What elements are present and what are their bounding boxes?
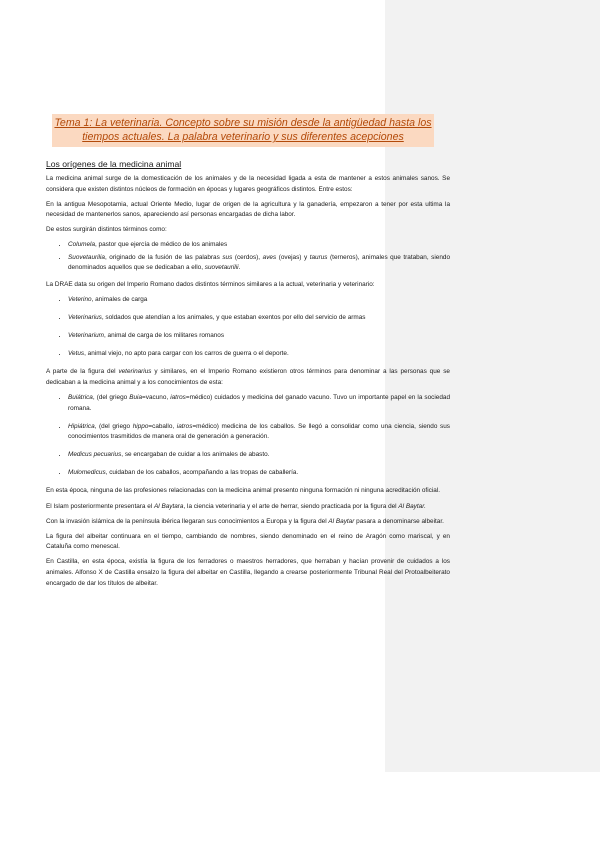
document-body [46, 114, 450, 594]
paragraph-albeitar: La figura del albeitar continuara en el tiempo, cambiando de nombres, siendo denominado en el reino de Aragón como mariscal, y en Cataluña como menescal. [46, 532, 450, 551]
paragraph-islam: El Islam posteriormente presentara el Al Baytara, la ciencia veterinaria y el arte de herrar, siendo practicada por la figura del Al Baytar. [46, 502, 426, 510]
list-item: • Columela, pastor que ejercía de médico de los animales [68, 240, 450, 251]
list-item: • Medicus pecuarius, se encargaban de cuidar a los animales de abasto. [68, 450, 450, 461]
paragraph-mesopotamia: En la antigua Mesopotamia, actual Oriente Medio, lugar de origen de la agricultura y la ganadería, empezaron a tener por esta ultima la necesidad de mantenerlos sanos, apareciendo así personas encargadas de dicha labor. [46, 200, 450, 219]
document-title: Tema 1: La veterinaria. Concepto sobre su misión desde la antigüedad hasta los tiempos actuales. La palabra veterinario y sus diferentes acepciones [52, 114, 434, 147]
paragraph-no-formation: En esta época, ninguna de las profesiones relacionadas con la medicina animal presento ninguna formación ni ninguna acreditación oficial. [46, 487, 440, 495]
list-item: • Hipiátrica, (del griego hippo=caballo, iatros=médico) medicina de los caballos. Se llegó a consolidar como una ciencia, siendo sus conocimientos trasmitidos de manera oral de generación a generación. [68, 422, 450, 443]
paragraph-invasion: Con la invasión islámica de la península ibérica llegaran sus conocimientos a Europa y la figura del Al Baytar pasara a denominarse albeitar. [46, 517, 444, 525]
list-item: • Buiátrica, (del griego Buia=vacuno, iatros=médico) cuidados y medicina del ganado vacuno. Tuvo un importante papel en la sociedad romana. [68, 393, 450, 414]
paragraph-intro: La medicina animal surge de la domesticación de los animales y de la necesidad ligada a esta de mantener a estos animales sanos. Se considera que existen distintos núcleos de formación en épocas y lugares geográficos distintos. Entre estos: [46, 175, 450, 193]
list-item: • Suovetaurilia, originado de la fusión de las palabras sus (cerdos), aves (ovejas) y taurus (terneros), animales que trataban, siendo denominados aquellos que se dedicaban a ello, suovetaurilii. [68, 253, 450, 274]
list-item: • Veterino, animales de carga [68, 295, 450, 306]
terms-list-3 [46, 393, 450, 479]
list-item: • Mulomedicus, cuidaban de los caballos, acompañando a las tropas de caballería. [68, 468, 450, 479]
list-item: • Veterinarius, soldados que atendían a los animales, y que estaban exentos por ello del servicio de armas [68, 313, 450, 324]
paragraph-castilla: En Castilla, en esta época, existía la figura de los ferradores o maestros herradores, que herraban y hacían provenir de cuidados a los animales. Alfonso X de Castilla ensalzo la figura del albeitar en Castilla, llegando a crearse posteriormente Tribunal Real del Protoalbeiterato encargado de dar los títulos de albeitar. [46, 558, 450, 587]
paragraph-roman-empire: A parte de la figura del veterinarius y similares, en el Imperio Romano existieron otros términos para denominar a las personas que se dedicaban a la medicina animal y a los conocimientos de esta: [46, 368, 450, 386]
paragraph-terms-intro: De estos surgirán distintos términos como: [46, 226, 167, 234]
paragraph-drae: La DRAE data su origen del Imperio Romano dados distintos términos similares a la actual, veterinaria y veterinario: [46, 280, 375, 288]
list-item: • Veterinarium, animal de carga de los militares romanos [68, 331, 450, 342]
section-heading: Los orígenes de la medicina animal [46, 159, 182, 169]
terms-list-1 [46, 240, 450, 273]
terms-list-2 [46, 295, 450, 360]
list-item: • Vetus, animal viejo, no apto para cargar con los carros de guerra o el deporte. [68, 349, 450, 360]
